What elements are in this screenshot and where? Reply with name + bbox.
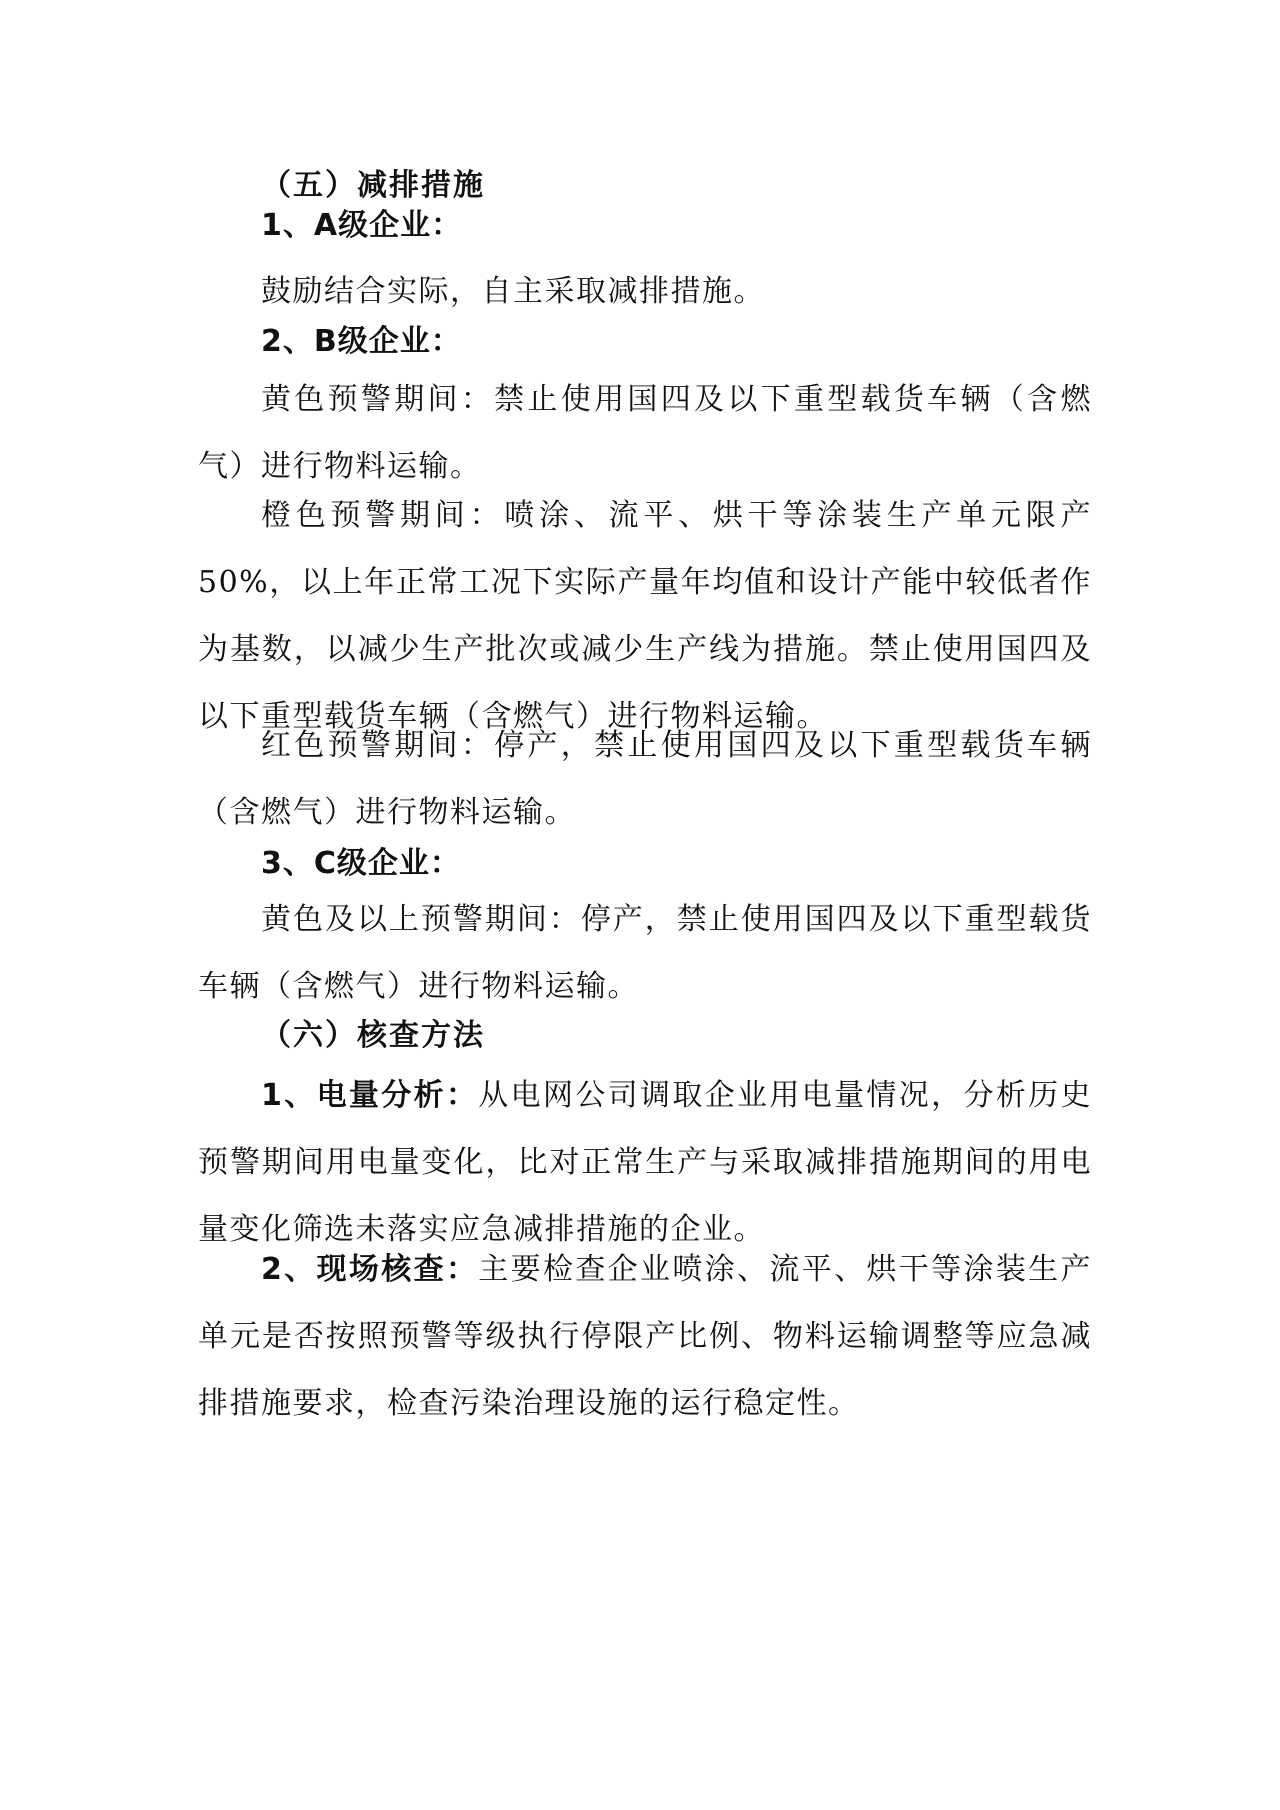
electricity-analysis-text: 从电网公司调取企业用电量情况，分析历史预警期间用电量变化，比对正常生产与采取减排措施期间的用电量变化筛选未落实应急减排措施的企业。	[198, 1078, 1093, 1247]
section-heading-emission-reduction: （五）减排措施	[261, 168, 485, 203]
grade-b-red-alert: 红色预警期间：停产，禁止使用国四及以下重型载货车辆（含燃气）进行物料运输。	[198, 728, 1092, 830]
grade-c-label: 3、C级企业：	[261, 846, 461, 881]
grade-b-orange-alert: 橙色预警期间：喷涂、流平、烘干等涂装生产单元限产50%，以上年正常工况下实际产量年均值和设计产能中较低者作为基数，以减少生产批次或减少生产线为措施。禁止使用国四及以下重型载货车辆（含燃气）进行物料运输。	[198, 498, 1092, 734]
grade-a-label: 1、A级企业：	[261, 208, 463, 243]
verification-item-electricity-analysis	[198, 1062, 1092, 1263]
section-heading-verification-method: （六）核查方法	[261, 1018, 485, 1053]
grade-c-measures: 黄色及以上预警期间：停产，禁止使用国四及以下重型载货车辆（含燃气）进行物料运输。	[198, 902, 1092, 1004]
site-inspection-label: 2、现场核查：	[261, 1252, 479, 1287]
site-inspection-text: 主要检查企业喷涂、流平、烘干等涂装生产单元是否按照预警等级执行停限产比例、物料运输调整等应急减排措施要求，检查污染治理设施的运行稳定性。	[198, 1252, 1093, 1421]
grade-a-measures: 鼓励结合实际，自主采取减排措施。	[261, 274, 765, 309]
grade-b-yellow-alert: 黄色预警期间：禁止使用国四及以下重型载货车辆（含燃气）进行物料运输。	[198, 382, 1092, 484]
verification-item-site-inspection	[198, 1236, 1092, 1437]
electricity-analysis-label: 1、电量分析：	[261, 1078, 479, 1113]
grade-b-label: 2、B级企业：	[261, 324, 462, 359]
